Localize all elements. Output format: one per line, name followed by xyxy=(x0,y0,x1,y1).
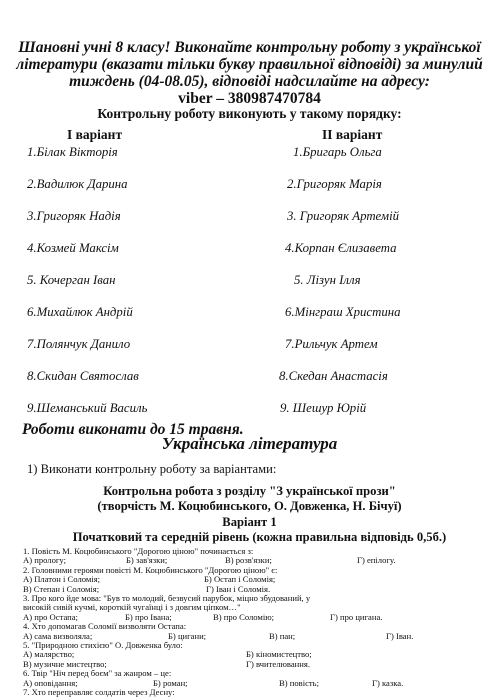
answer-option: А) Платон і Соломія; xyxy=(23,574,101,585)
answer-option: Б) про Івана; xyxy=(125,611,172,622)
list-item: 3. Григоряк Артемій xyxy=(287,209,400,223)
question-1: 1. Повість М. Коцюбинського "Дорогою ціною" починається з: xyxy=(23,546,254,556)
list-item: 8.Скидан Святослав xyxy=(27,369,139,383)
answer-option: Г) Іван. xyxy=(386,630,414,641)
question-3-cont: високій сивій кучмі, короткій чугаїнці і з довгим ціпком…" xyxy=(23,602,241,613)
list-item: 1.Білак Вікторія xyxy=(27,145,118,159)
answer-option: А) про Остапа; xyxy=(23,611,78,622)
answer-option: В) повість; xyxy=(279,677,319,688)
answer-option: В) музичне мистецтво; xyxy=(23,658,107,669)
answer-option: Г) казка. xyxy=(372,677,404,688)
question-5: 5. "Природною стихією" О. Довженка було: xyxy=(23,640,183,650)
answer-option: В) пан; xyxy=(269,630,296,641)
list-item: 1.Бригарь Ольга xyxy=(293,145,382,159)
test-variant: Варіант 1 xyxy=(222,515,277,529)
list-item: 6.Мінграш Христина xyxy=(285,305,401,319)
task-instruction: 1) Виконати контрольну роботу за варіантами: xyxy=(27,462,277,476)
question-7: 7. Хто переправляє солдатів через Десну: xyxy=(23,687,175,697)
question-4: 4. Хто допомагав Соломії визволяти Остапа: xyxy=(23,621,187,632)
answer-option: А) малярство; xyxy=(23,649,75,660)
answer-option: Б) кіномистецтво; xyxy=(246,649,312,660)
question-3: 3. Про кого йде мова: "Був то молодий, безвусий парубок, міцно збудований, у xyxy=(23,593,311,603)
list-item: 3.Григоряк Надія xyxy=(27,209,121,223)
answer-option: В) Степан і Соломія; xyxy=(23,583,100,594)
list-item: 4.Козмей Максім xyxy=(27,241,119,255)
list-item: 5. Лізун Ілля xyxy=(294,273,361,287)
list-item: 7.Рильчук Артем xyxy=(285,337,378,351)
answer-option: А) сама визволяла; xyxy=(23,630,93,641)
list-item: 2.Григоряк Марія xyxy=(287,177,382,191)
answer-option: А) прологу; xyxy=(23,555,66,566)
list-item: 9.Шеманський Василь xyxy=(27,401,148,415)
subject-title: Українська література xyxy=(161,434,338,453)
answer-option: В) про Соломію; xyxy=(213,611,275,622)
answer-option: Б) цигани; xyxy=(168,630,207,641)
answer-option: В) розв'язки; xyxy=(225,555,272,566)
answer-option: Б) роман; xyxy=(153,677,188,688)
answer-option: Б) Остап і Соломія; xyxy=(204,574,276,585)
test-subtitle: (творчість М. Коцюбинського, О. Довженка, Н. Бічуї) xyxy=(97,499,402,513)
question-2: 2. Головними героями повісті М. Коцюбинського "Дорогою ціною" є: xyxy=(23,564,278,575)
list-item: 7.Полянчук Данило xyxy=(27,337,131,351)
list-item: 6.Михайлюк Андрій xyxy=(27,305,133,319)
list-item: 5. Кочерган Іван xyxy=(27,273,116,287)
variant-1-title: І варіант xyxy=(67,127,123,142)
deadline-note: Роботи виконати до 15 травня. xyxy=(22,421,244,438)
answer-option: Г) епілогу. xyxy=(357,555,396,566)
answer-option: Б) зав'язки; xyxy=(126,555,168,566)
answer-option: Г) вчителювання. xyxy=(246,658,310,669)
answer-option: Г) про цигана. xyxy=(330,611,383,622)
viber-contact: viber – 380987470784 xyxy=(178,90,321,107)
test-level: Початковий та середній рівень (кожна правильна відповідь 0,5б.) xyxy=(72,530,447,544)
list-item: 8.Скедан Анастасія xyxy=(279,369,388,383)
question-6: 6. Твір "Ніч перед боєм" за жанром – це: xyxy=(23,668,172,679)
answer-option: А) оповідання; xyxy=(23,677,78,688)
header-line-3: тиждень (04-08.05), відповіді надсилайте на адресу: xyxy=(69,73,430,90)
header-line-1: Шановні учні 8 класу! Виконайте контрольну роботу з української xyxy=(18,39,481,56)
list-item: 4.Корпан Єлизавета xyxy=(285,241,397,255)
variant-2-title: ІІ варіант xyxy=(322,127,383,142)
list-item: 2.Вадилюк Дарина xyxy=(27,177,128,191)
header-line-2: літератури (вказати тільки букву правильної відповіді) за минулий xyxy=(16,56,483,73)
order-heading: Контрольну роботу виконують у такому порядку: xyxy=(97,106,402,121)
list-item: 9. Шешур Юрій xyxy=(280,401,367,415)
test-title: Контрольна робота з розділу "З української прози" xyxy=(103,484,396,498)
answer-option: Г) Іван і Соломія. xyxy=(206,583,271,594)
